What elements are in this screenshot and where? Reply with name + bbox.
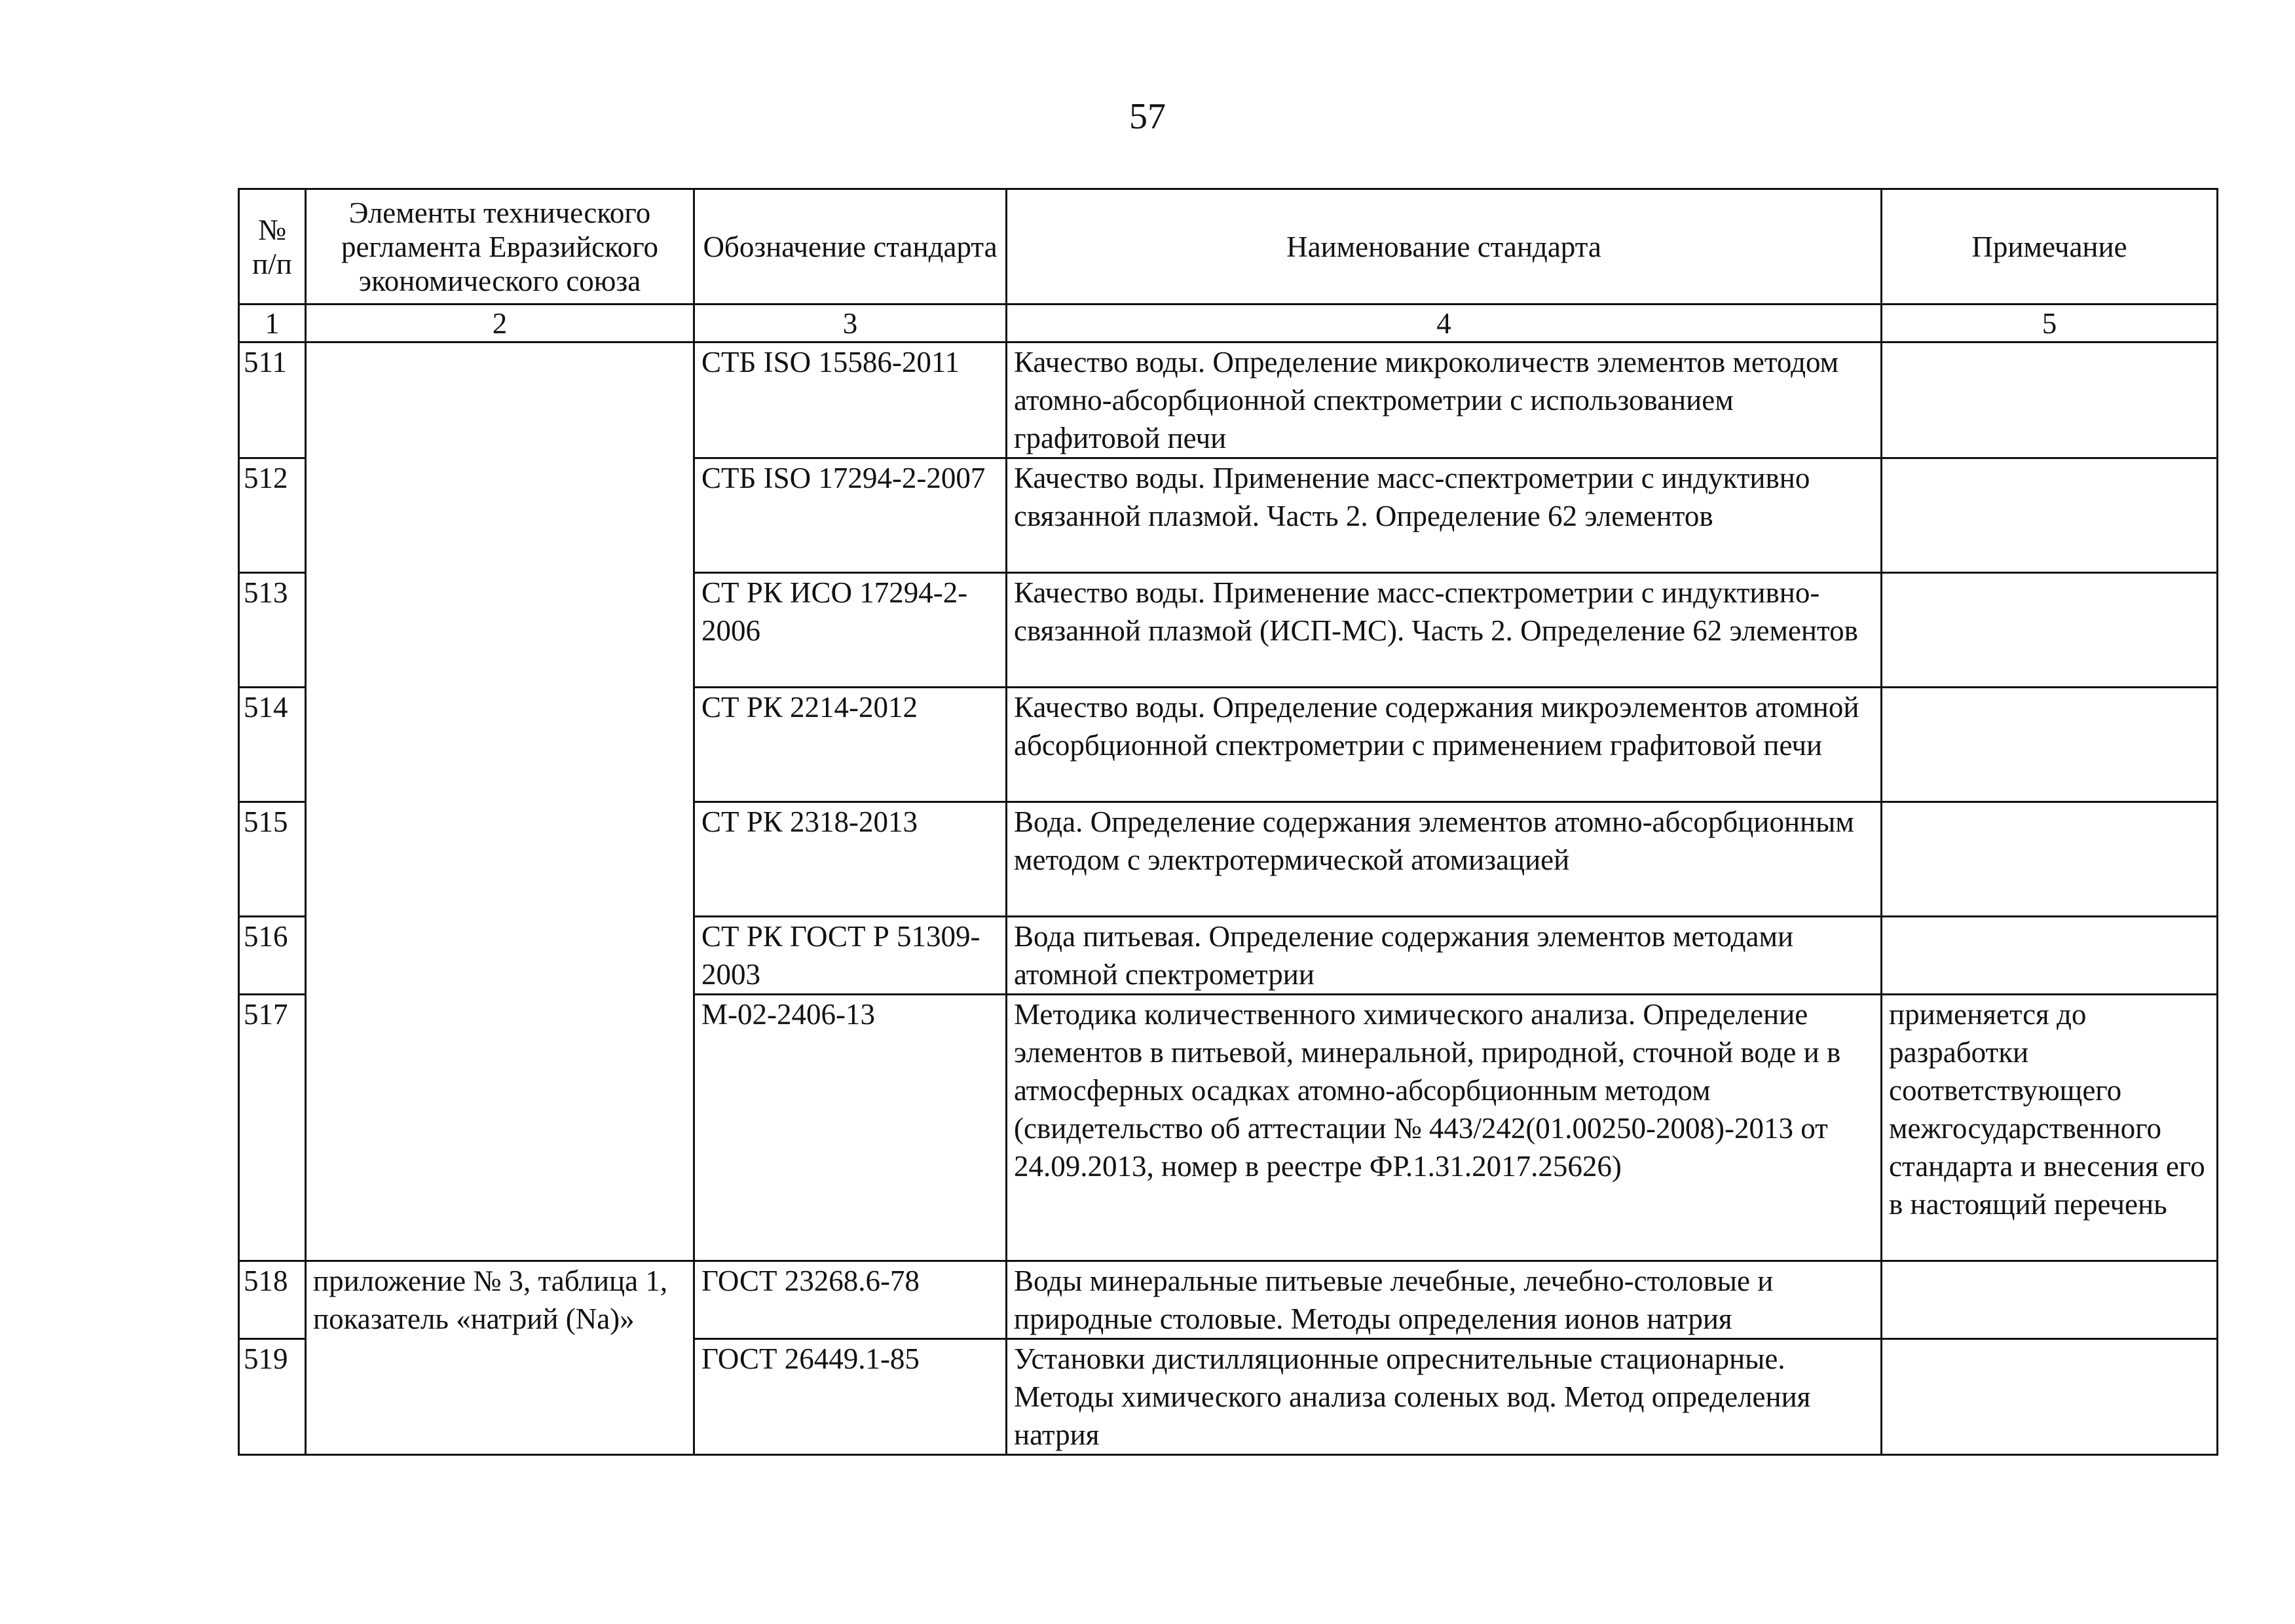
standard-name: Вода питьевая. Определение содержания элементов методами атомной спектрометрии [1007,917,1882,995]
column-number-row [239,304,2218,342]
row-number: 516 [239,917,306,995]
note-cell [1882,573,2218,688]
note-cell [1882,1339,2218,1455]
header-regulation-elements: Элементы технического регламента Евразийского экономического союза [306,189,694,304]
standard-code: ГОСТ 26449.1-85 [694,1339,1007,1455]
note-cell [1882,458,2218,573]
regulation-element-cell [306,342,694,1261]
standard-code: СТ РК 2214-2012 [694,688,1007,802]
note-cell [1882,917,2218,995]
table-row [239,342,2218,458]
row-number: 519 [239,1339,306,1455]
standard-name: Вода. Определение содержания элементов атомно-абсорбционным методом с электротермической атомизацией [1007,802,1882,917]
standard-name: Качество воды. Определение содержания микроэлементов атомной абсорбционной спектрометрии с применением графитовой печи [1007,688,1882,802]
standard-name: Воды минеральные питьевые лечебные, лечебно-столовые и природные столовые. Методы определения ионов натрия [1007,1261,1882,1339]
row-number: 517 [239,995,306,1261]
row-number: 512 [239,458,306,573]
standard-name: Качество воды. Применение масс-спектрометрии с индуктивно-связанной плазмой (ИСП-МС). Часть 2. Определение 62 элементов [1007,573,1882,688]
standard-name: Качество воды. Определение микроколичеств элементов методом атомно-абсорбционной спектрометрии с использованием графитовой печи [1007,342,1882,458]
standards-table [238,188,2218,1456]
note-cell [1882,688,2218,802]
column-number: 2 [306,304,694,342]
row-number: 513 [239,573,306,688]
table-header-row [239,189,2218,304]
note-cell [1882,802,2218,917]
header-standard-name: Наименование стандарта [1007,189,1882,304]
note-cell: применяется до разработки соответствующего межгосударственного стандарта и внесения его в настоящий перечень [1882,995,2218,1261]
row-number: 511 [239,342,306,458]
standard-name: Качество воды. Применение масс-спектрометрии с индуктивно связанной плазмой. Часть 2. Определение 62 элементов [1007,458,1882,573]
regulation-element-cell: приложение № 3, таблица 1, показатель «натрий (Na)» [306,1261,694,1455]
row-number: 514 [239,688,306,802]
standard-code: М-02-2406-13 [694,995,1007,1261]
standard-code: СТ РК ИСО 17294-2-2006 [694,573,1007,688]
header-standard-code: Обозначение стандарта [694,189,1007,304]
column-number: 1 [239,304,306,342]
standard-code: ГОСТ 23268.6-78 [694,1261,1007,1339]
standard-code: СТБ ISO 15586-2011 [694,342,1007,458]
standard-code: СТБ ISO 17294-2-2007 [694,458,1007,573]
header-number: № п/п [239,189,306,304]
header-note: Примечание [1882,189,2218,304]
note-cell [1882,342,2218,458]
standard-code: СТ РК 2318-2013 [694,802,1007,917]
column-number: 4 [1007,304,1882,342]
page-number: 57 [1129,96,1166,137]
standard-name: Методика количественного химического анализа. Определение элементов в питьевой, минеральной, природной, сточной воде и в атмосферных осадках атомно-абсорбционным методом (свидетельство об аттестации № 443/242(01.00250-2008)-2013 от 24.09.2013, номер в реестре ФР.1.31.2017.25626) [1007,995,1882,1261]
note-cell [1882,1261,2218,1339]
row-number: 518 [239,1261,306,1339]
standard-code: СТ РК ГОСТ Р 51309-2003 [694,917,1007,995]
standard-name: Установки дистилляционные опреснительные стационарные. Методы химического анализа соленых вод. Метод определения натрия [1007,1339,1882,1455]
row-number: 515 [239,802,306,917]
column-number: 3 [694,304,1007,342]
column-number: 5 [1882,304,2218,342]
table-row [239,1261,2218,1339]
